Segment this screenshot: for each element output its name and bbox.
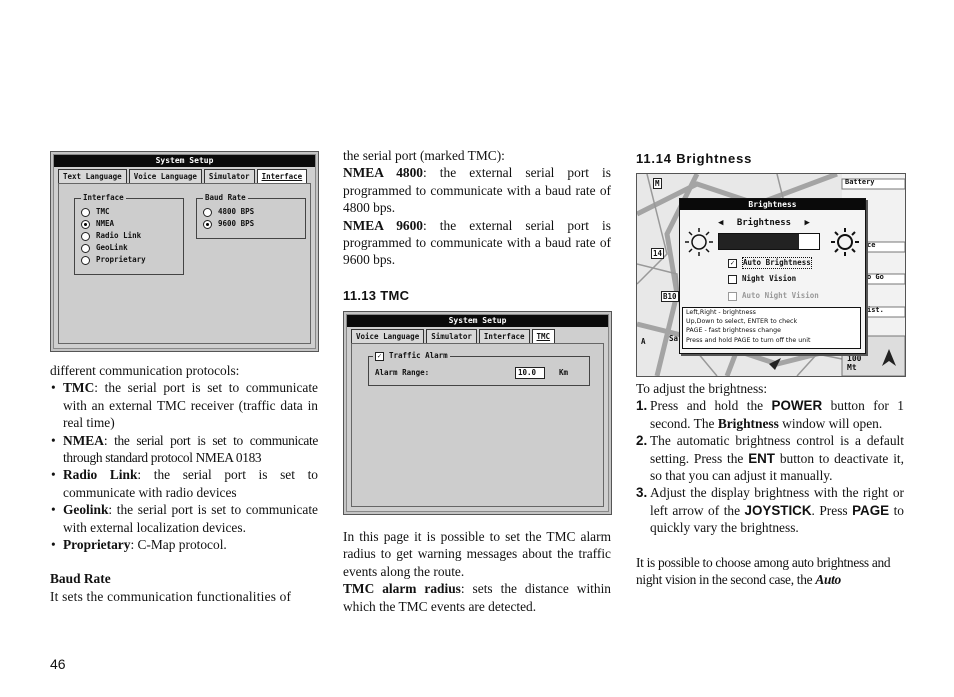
brightness-slider [718,233,820,250]
side-label-ist: ist. [867,306,884,314]
map-label: B10 [663,292,677,301]
help-line: Up,Down to select, ENTER to check [686,318,798,326]
baud-rate-legend: Baud Rate [205,193,246,202]
list-item: • Geolink: the serial port is set to communicate with external localization devices. [50,501,318,536]
help-box [682,307,861,349]
baud-rate-group [196,193,306,239]
radio-icon [81,232,90,241]
map-label: M [655,179,660,188]
tab-voice-language: Voice Language [351,329,424,344]
radio-geolink: GeoLink [81,243,128,253]
tmc-window [346,314,609,512]
alarm-range-row: Alarm Range: 10.0 Km [375,368,569,377]
settings-panel [351,343,604,507]
radio-proprietary: Proprietary [81,255,146,265]
list-item: • TMC: the serial port is set to communicate with an external TMC receiver (traffic data in real time) [50,379,318,431]
radio-4800: 4800 BPS [203,207,254,217]
section-heading-tmc: 11.13 TMC [343,288,410,303]
list-item: 1. Press and hold the POWER button for 1 second. The Brightness window will open. [636,398,904,431]
baud-rate-heading: Baud Rate [50,571,111,587]
tmc-paragraph: In this page it is possible to set the TMC alarm radius to get warning messages about the traffic events along the route. [343,529,611,579]
checkbox-icon [728,275,737,284]
brightness-steps [636,397,904,536]
tab-simulator: Simulator [426,329,477,344]
window-title: System Setup [347,315,608,327]
help-line: Press and hold PAGE to turn off the unit [686,336,811,344]
tab-tmc: TMC [532,329,556,344]
brightness-screenshot [636,173,906,377]
interface-screenshot [50,151,319,352]
tmc-screenshot [343,311,612,515]
tab-interface: Interface [257,169,308,184]
auto-brightness-checkbox: ✓ Auto Brightness [728,257,812,269]
window-title: System Setup [54,155,315,167]
radio-icon [81,208,90,217]
page-number: 46 [50,656,66,672]
closing-paragraph: It is possible to choose among auto brightness and night vision in the second case, the Auto [636,554,891,588]
side-label-go: o Go [867,273,884,281]
alarm-range-field: 10.0 [515,367,545,379]
tmc-description [343,528,611,615]
checkbox-disabled-icon [728,292,737,301]
alarm-range-unit: Km [559,368,569,377]
protocol-list [50,379,318,553]
side-label-battery: Battery [845,178,875,186]
radio-9600: 9600 BPS [203,219,254,229]
interface-group [74,193,184,275]
list-item: • NMEA: the serial port is set to communicate through standard protocol NMEA 0183 [50,432,318,467]
brightness-dialog [679,198,866,354]
list-item: • Proprietary: C-Map protocol. [50,536,318,553]
help-line: Left,Right - brightness [686,309,756,316]
sun-dim-icon [684,227,714,257]
tab-bar [351,329,606,344]
night-vision-checkbox: Night Vision [728,274,796,284]
tab-bar [58,169,313,184]
radio-nmea: NMEA [81,219,114,229]
checkbox-checked-icon: ✓ [728,259,737,268]
brightness-slider-fill [719,234,799,249]
settings-panel [58,183,311,344]
radio-tmc: TMC [81,207,110,217]
list-item: 2. The automatic brightness control is a default setting. Press the ENT button to deactivate it, so that you can adjust it manually. [636,433,904,484]
dialog-title: Brightness [680,199,865,210]
radio-selected-icon [203,220,212,229]
baud-rate-text: It sets the communication functionalities of [50,588,292,604]
tab-text-language: Text Language [58,169,127,184]
tab-voice-language: Voice Language [129,169,202,184]
right-column-text [636,380,904,588]
traffic-alarm-checkbox: ✓ Traffic Alarm [373,351,450,361]
radio-icon [203,208,212,217]
serial-port-intro: the serial port (marked TMC): [343,148,505,163]
radio-selected-icon [81,220,90,229]
traffic-alarm-group [368,351,590,386]
radio-icon [81,256,90,265]
map-scale: 100 Mt [847,354,862,372]
list-item: • Radio Link: the serial port is set to communicate with radio devices [50,466,318,501]
checkbox-checked-icon: ✓ [375,352,384,361]
left-column-text [50,362,318,605]
help-line: PAGE - fast brightness change [686,327,781,335]
tab-simulator: Simulator [204,169,255,184]
map-label: A [641,337,646,346]
tab-interface: Interface [479,329,530,344]
map-label: Sa [669,334,679,343]
interface-window [53,154,316,349]
arrow-right-icon: ▶ [804,218,810,228]
nmea-4800-paragraph: NMEA 4800: the external serial port is programmed to communicate with a baud rate of 4800 bps. [343,165,611,216]
map-label: 14 [653,249,663,258]
tmc-radius-paragraph: TMC alarm radius: sets the distance within which the TMC events are detected. [343,581,611,614]
brightness-label-row: ◀ Brightness ▶ [718,218,810,228]
sun-bright-icon [830,227,860,257]
section-heading-brightness: 11.14 Brightness [636,151,753,166]
list-item: 3. Adjust the display brightness with the right or left arrow of the JOYSTICK. Press PAGE to quickly vary the brightness. [636,485,904,536]
arrow-left-icon: ◀ [718,218,724,228]
radio-radio-link: Radio Link [81,231,141,241]
middle-column-text [343,147,611,269]
radio-icon [81,244,90,253]
auto-night-vision-checkbox: Auto Night Vision [728,291,819,301]
interface-legend: Interface [83,193,124,202]
side-label-ce: ce [867,241,876,249]
nmea-9600-paragraph: NMEA 9600: the external serial port is programmed to communicate with a baud rate of 9600 bps. [343,217,611,268]
protocols-intro: different communication protocols: [50,363,240,378]
adjust-intro: To adjust the brightness: [636,381,768,396]
